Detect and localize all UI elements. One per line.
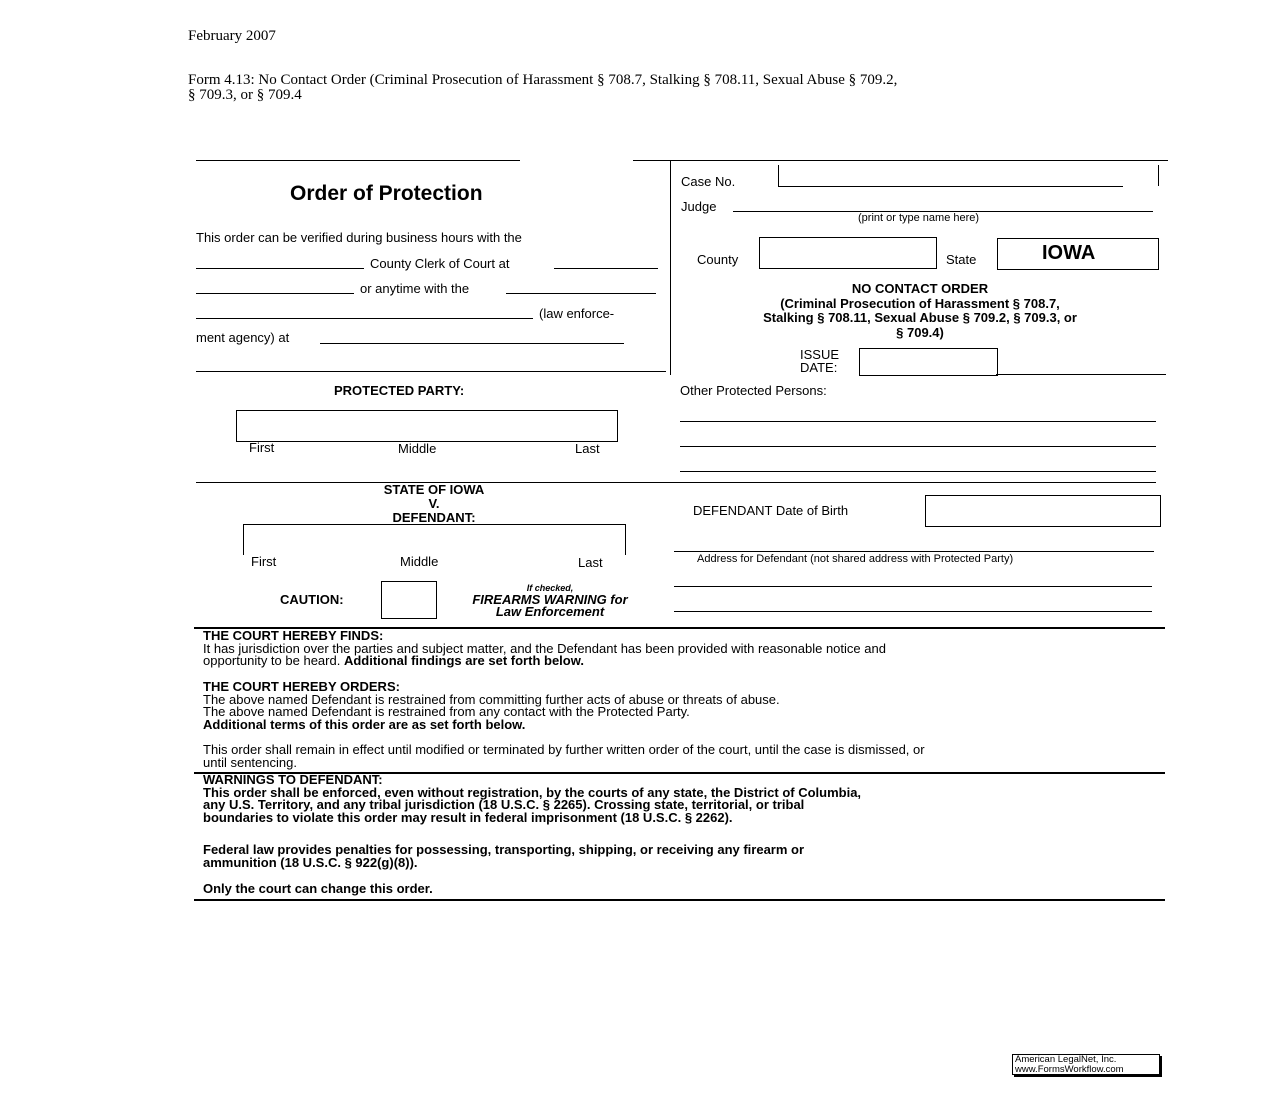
protected-party-name-input[interactable] <box>236 410 618 442</box>
warnings-p2-line2: ammunition (18 U.S.C. § 922(g)(8)). <box>203 854 418 870</box>
defendant-heading: DEFENDANT: <box>392 510 476 525</box>
clerk-phone-blank[interactable] <box>554 268 658 269</box>
caution-label: CAUTION: <box>280 592 344 607</box>
county-input[interactable] <box>759 237 937 269</box>
other-protected-line-3[interactable] <box>680 471 1156 472</box>
if-checked-label: If checked, <box>526 583 574 593</box>
warnings-p2-line1: Federal law provides penalties for possessing, transporting, shipping, or receiving any firearm or <box>203 842 805 857</box>
firearms-warning-line1: FIREARMS WARNING for <box>472 592 628 607</box>
protected-party-heading: PROTECTED PARTY: <box>334 383 465 398</box>
state-of-iowa: STATE OF IOWA <box>383 482 485 497</box>
orders-line-1: The above named Defendant is restrained from committing further acts of abuse or threats of abuse. <box>203 691 780 707</box>
form-title-line1: Form 4.13: No Contact Order (Criminal Prosecution of Harassment § 708.7, Stalking § 708.11, Sexual Abuse § 709.2, <box>188 72 898 88</box>
firearms-warning-line2: Law Enforcement <box>495 604 605 619</box>
warnings-p1-line1: This order shall be enforced, even without registration, by the courts of any state, the District of Columbia, <box>203 784 862 800</box>
center-divider <box>670 160 671 375</box>
case-no-field-edge <box>778 165 779 186</box>
agency-phone-blank[interactable] <box>320 343 624 344</box>
left-section-rule <box>196 371 666 372</box>
case-no-field[interactable] <box>778 186 1123 187</box>
right-section-rule <box>996 374 1166 375</box>
verify-text: This order can be verified during business hours with the <box>196 230 522 245</box>
orders-section <box>203 681 1158 731</box>
issue-label-1: ISSUE <box>800 347 840 362</box>
case-no-field-edge-right <box>1158 165 1159 186</box>
top-rule-left <box>196 160 520 161</box>
agency-at-label: ment agency) at <box>196 330 290 345</box>
county-label: County <box>697 252 739 267</box>
no-contact-order-heading <box>680 282 1160 340</box>
badge-line-2: www.FormsWorkflow.com <box>1015 1064 1124 1075</box>
effect-line-1: This order shall remain in effect until modified or terminated by further written order of the court, until the case is dismissed, or <box>203 742 925 757</box>
order-subtitle-3: § 709.4) <box>896 324 944 340</box>
versus: V. <box>428 496 440 511</box>
form-date: February 2007 <box>188 28 276 44</box>
warnings-p1-line3: boundaries to violate this order may result in federal imprisonment (18 U.S.C. § 2262). <box>203 809 733 825</box>
address-label: Address for Defendant (not shared address with Protected Party) <box>697 553 1014 565</box>
state-value: IOWA <box>1042 242 1096 264</box>
findings-line-1: It has jurisdiction over the parties and subject matter, and the Defendant has been provided with reasonable notice and <box>203 640 886 656</box>
other-protected-line-1[interactable] <box>680 421 1156 422</box>
issue-label-2: DATE: <box>800 360 838 375</box>
order-subtitle-1: (Criminal Prosecution of Harassment § 708.7, <box>780 295 1060 311</box>
orders-line-2: The above named Defendant is restrained from any contact with the Protected Party. <box>203 704 690 719</box>
effect-section <box>203 744 1158 769</box>
clerk-hours-blank[interactable] <box>196 293 354 294</box>
firearms-warning <box>445 582 655 618</box>
warnings-section <box>203 774 1158 824</box>
orders-line-3: Additional terms of this order are as set forth below. <box>203 716 526 732</box>
state-label: State <box>946 252 977 267</box>
defendant-middle-label: Middle <box>400 554 439 569</box>
only-court-text: Only the court can change this order. <box>203 881 433 896</box>
issue-date-label <box>800 348 839 374</box>
form-title <box>188 73 897 103</box>
findings-line-2a: opportunity to be heard. <box>203 653 344 668</box>
warnings-heading: WARNINGS TO DEFENDANT: <box>203 772 383 787</box>
defendant-last-label: Last <box>578 555 603 570</box>
protected-middle-label: Middle <box>398 441 437 456</box>
case-no-label: Case No. <box>681 174 736 189</box>
dob-rule <box>674 551 1154 552</box>
findings-line-2b: Additional findings are set forth below. <box>343 653 584 668</box>
protected-last-label: Last <box>575 441 600 456</box>
order-subtitle-2: Stalking § 708.11, Sexual Abuse § 709.2, § 709.3, or <box>763 310 1077 325</box>
firearms-checkbox[interactable] <box>381 581 437 619</box>
address-line-1[interactable] <box>674 586 1152 587</box>
form-title-line2: § 709.3, or § 709.4 <box>188 87 302 103</box>
state-v-defendant <box>324 483 544 525</box>
orders-heading: THE COURT HEREBY ORDERS: <box>203 679 400 694</box>
defendant-first-label: First <box>251 554 277 569</box>
firearm-penalties <box>203 844 1158 869</box>
agency-blank-2[interactable] <box>196 318 533 319</box>
dob-label: DEFENDANT Date of Birth <box>693 503 849 518</box>
county-clerk-label: County Clerk of Court at <box>370 256 510 271</box>
findings-line-2 <box>203 655 1158 668</box>
issue-date-input[interactable] <box>859 348 998 376</box>
other-protected-line-2[interactable] <box>680 446 1156 447</box>
protected-first-label: First <box>249 440 275 455</box>
order-of-protection-title: Order of Protection <box>290 182 483 205</box>
agency-blank-1[interactable] <box>506 293 656 294</box>
legalnet-badge <box>1012 1054 1160 1075</box>
order-title: NO CONTACT ORDER <box>851 281 989 296</box>
other-protected-label: Other Protected Persons: <box>680 383 827 398</box>
dob-input[interactable] <box>925 495 1161 527</box>
law-enforce-label: (law enforce- <box>539 306 615 321</box>
warnings-p1-line2: any U.S. Territory, and any tribal jurisdiction (18 U.S.C. § 2265). Crossing state, territorial, or tribal <box>203 797 805 812</box>
defendant-name-input[interactable] <box>243 524 626 555</box>
warnings-bottom-rule <box>194 899 1165 901</box>
badge-line-1: American LegalNet, Inc. <box>1015 1054 1117 1065</box>
findings-heading: THE COURT HEREBY FINDS: <box>203 628 384 643</box>
state-box <box>997 238 1159 270</box>
top-rule-right <box>633 160 1168 161</box>
or-anytime-label: or anytime with the <box>360 281 470 296</box>
address-line-2[interactable] <box>674 611 1152 612</box>
judge-label: Judge <box>681 199 717 214</box>
effect-line-2: until sentencing. <box>203 754 297 770</box>
print-note: (print or type name here) <box>858 212 980 224</box>
county-blank[interactable] <box>196 268 364 269</box>
findings-section <box>203 630 1158 668</box>
